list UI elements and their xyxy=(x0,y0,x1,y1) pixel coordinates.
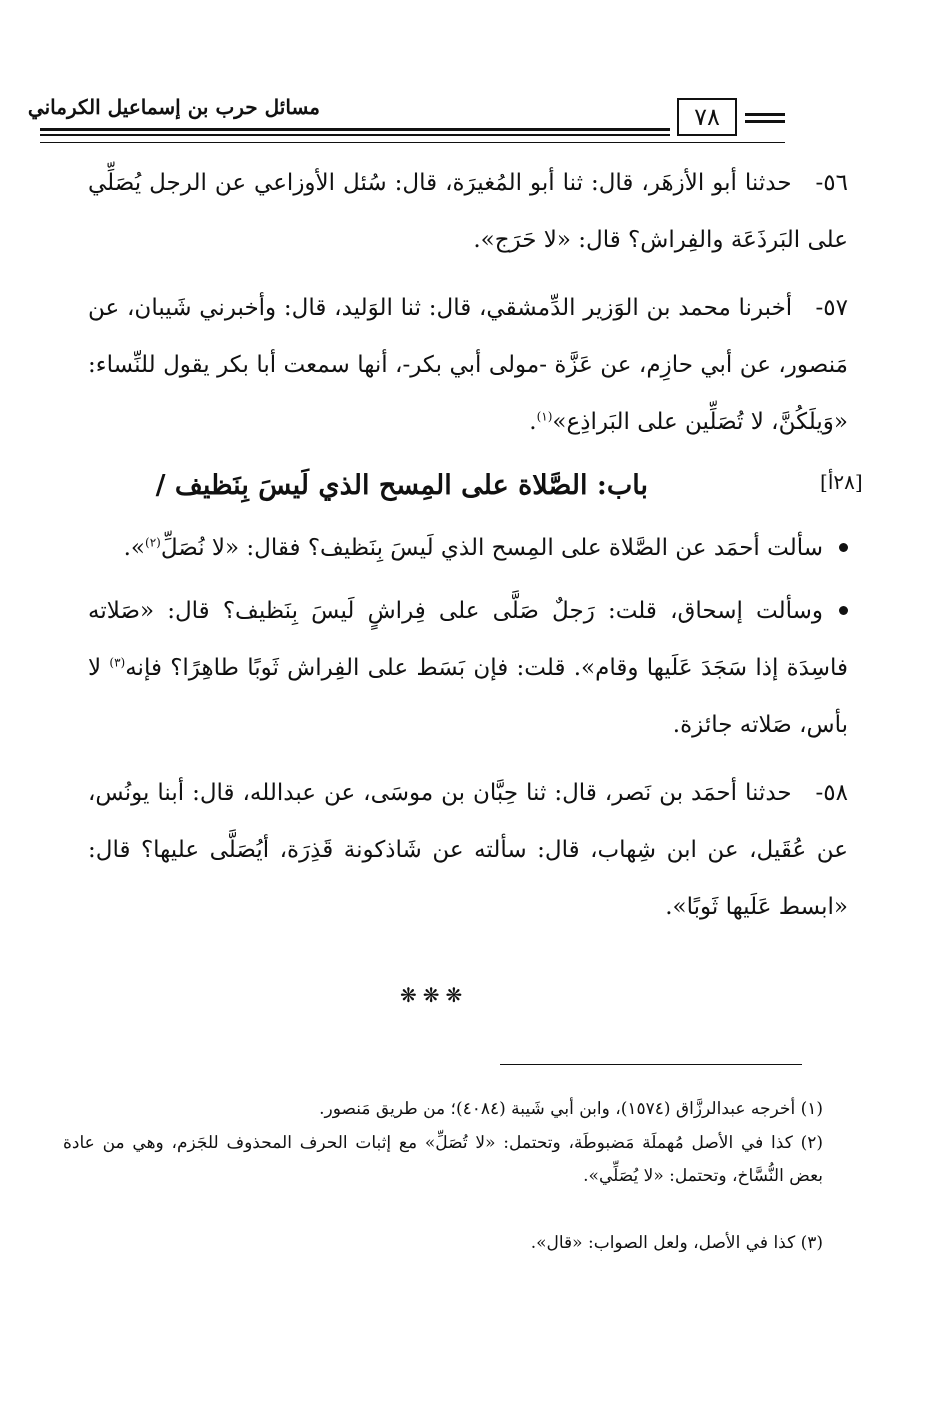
folio-marker: [٢٨أ] xyxy=(820,470,863,494)
footnote-ref-1[interactable]: (١) xyxy=(536,409,553,424)
page-number xyxy=(677,98,737,136)
bullet-text: وسألت إسحاق، قلت: رَجلٌ صَلَّى على فِراشٍ لَيسَ بِنَظيف؟ قال: «صَلاته فاسِدَة إذا سَجَدَ عَلَيها وقام». قلت: فإن بَسَط على الفِراش ثَوبًا طاهِرًا؟ فإنه xyxy=(88,598,849,681)
paragraph-57 xyxy=(88,280,848,451)
bullet-icon xyxy=(839,543,848,552)
bullet-end: لا بأس، صَلاته جائزة. xyxy=(88,655,848,738)
header-rule-bottom xyxy=(40,142,785,143)
bullet-question-ishaq xyxy=(88,583,848,754)
paragraph-text: حدثنا أبو الأزهَر، قال: ثنا أبو المُغيرَة، قال: سُئل الأوزاعي عن الرجل يُصَلِّي على البَرذَعَة والفِراش؟ قال: «لا حَرَج». xyxy=(88,170,848,253)
book-title: مسائل حرب بن إسماعيل الكرماني xyxy=(27,95,320,119)
paragraph-58 xyxy=(88,765,848,936)
bullet-icon xyxy=(839,606,848,615)
footnote-2: (٢) كذا في الأصل مُهملَة مَضبوطَة، وتحتمل: «لا تُصَلِّ» مع إثبات الحرف المحذوف للجَزم، وهي من عادة بعض النُّسَّاخ، وتحتمل: «لا يُصَلِّي». xyxy=(63,1133,823,1186)
page-number-text: ٧٨ xyxy=(694,103,720,131)
paragraph-number: ٥٦- xyxy=(815,170,848,196)
bullet-end: ». xyxy=(123,535,146,561)
footnote-ref-3[interactable]: (٣) xyxy=(109,655,126,670)
chapter-heading: باب: الصَّلاة على المِسح الذي لَيسَ بِنَظيف / xyxy=(155,470,648,501)
header-rule-right-top xyxy=(745,113,785,116)
header-rule-right-bottom xyxy=(745,120,785,123)
footnote-3: (٣) كذا في الأصل، ولعل الصواب: «قال». xyxy=(530,1233,823,1253)
bullet-text: سألت أحمَد عن الصَّلاة على المِسح الذي لَيسَ بِنَظيف؟ فقال: «لا نُصَلِّ xyxy=(160,535,823,561)
paragraph-number: ٥٧- xyxy=(815,295,848,321)
footnote-ref-2[interactable]: (٢) xyxy=(145,535,161,550)
paragraph-text: أخبرنا محمد بن الوَزير الدِّمشقي، قال: ثنا الوَليد، قال: وأخبرني شَيبان، عن مَنصور، عن أبي حازِم، عن عَزَّة -مولى أبي بكر-، أنها سمعت أبا بكر يقول للنِّساء: «وَيلَكُنَّ، لا تُصَلِّين على البَراذِع» xyxy=(88,295,848,435)
paragraph-56 xyxy=(88,155,848,269)
section-separator: ❋❋❋ xyxy=(400,983,469,1007)
bullet-question-ahmad xyxy=(88,520,848,577)
paragraph-number: ٥٨- xyxy=(815,780,848,806)
paragraph-text: حدثنا أحمَد بن نَصر، قال: ثنا حِبَّان بن موسَى، عن عبدالله، قال: أبنا يونُس، عن عُقَيل، عن ابن شِهاب، قال: سألته عن شَاذكونة قَذِرَة، أيُصَلَّى عليها؟ قال: «ابسط عَلَيها ثَوبًا». xyxy=(88,780,848,920)
paragraph-end: . xyxy=(529,409,537,435)
header-rule-left-thin xyxy=(40,134,670,136)
footnote-rule xyxy=(500,1064,802,1065)
footnote-1: (١) أخرجه عبدالرزَّاق (١٥٧٤)، وابن أبي شَيبة (٤٠٨٤)؛ من طريق مَنصور. xyxy=(319,1099,823,1119)
header-rule-left-thick xyxy=(40,128,670,131)
